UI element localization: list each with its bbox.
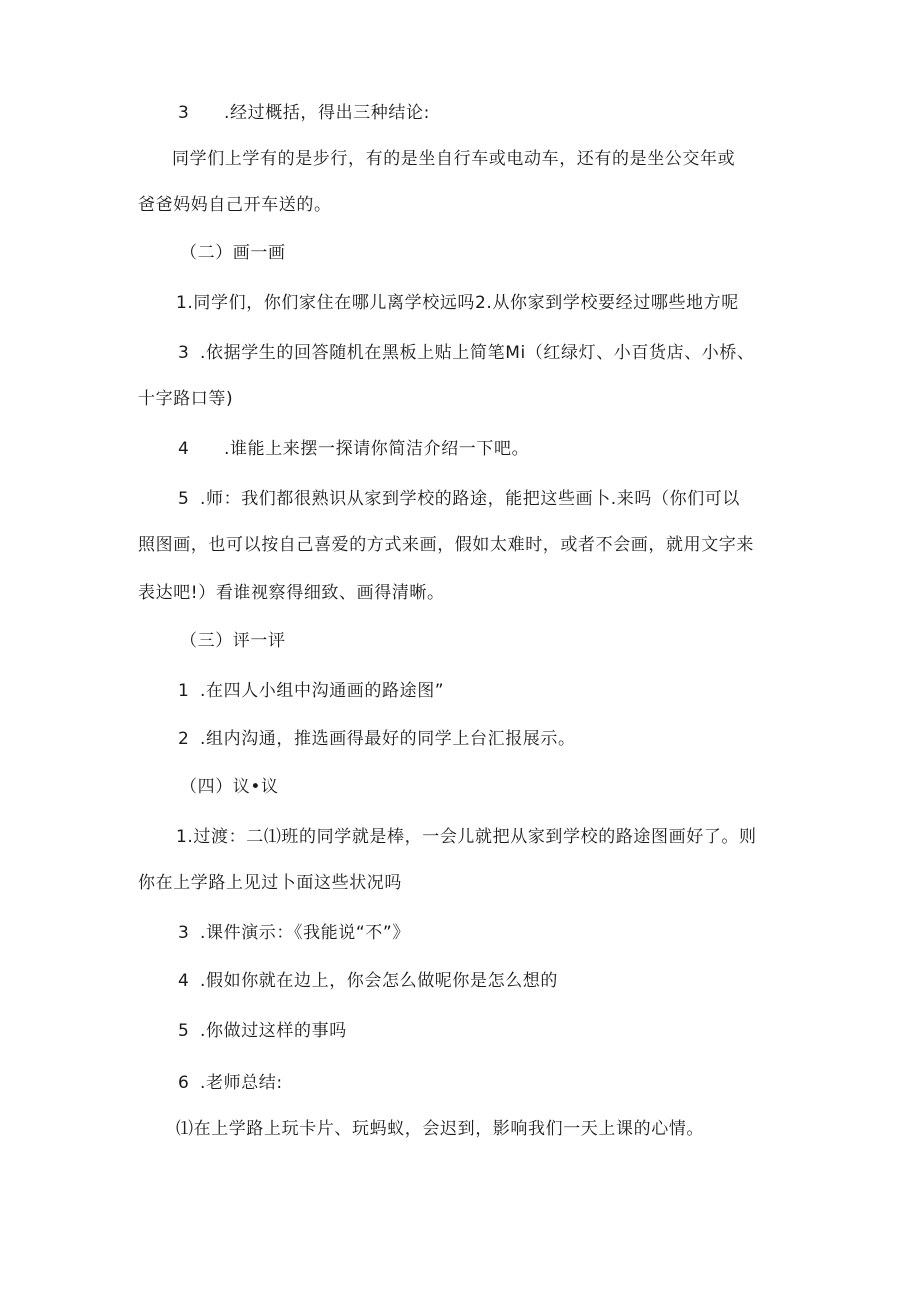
point-2-present [178,727,576,751]
item-number: 5 [178,489,190,509]
item-number: 6 [178,1073,190,1093]
paragraph-line: 你在上学路上见过卜面这些状况吗 [138,873,402,893]
point-1-group [178,679,444,703]
item-number: 5 [178,1021,190,1041]
section-heading-3: （三）评一评 [180,631,286,651]
item-number: 3 [178,923,190,943]
paragraph-line: 爸爸妈妈自己开车送的。 [138,195,332,215]
item-text: .你做过这样的事吗 [200,1021,347,1041]
paragraph-line: 照图画，也可以按自己喜爱的方式来画，假如太难时，或者不会画，就用文字来 [138,535,754,555]
item-number: 2 [178,729,190,749]
point-1-transition: 1.过渡：二⑴班的同学就是棒，一会儿就把从家到学校的路途图画好了。则 [176,827,757,847]
item-number: 3 [178,103,190,123]
paragraph-line: 十字路口等) [138,389,234,409]
section-heading-4: （四）议•议 [180,777,279,797]
item-text: .假如你就在边上，你会怎么做呢你是怎么想的 [200,971,559,991]
section-heading-2: （二）画一画 [180,243,286,263]
point-1-question: 1.同学们，你们家住在哪儿离学校远吗2.从你家到学校要经过哪些地方呢 [176,293,739,313]
paragraph-line: 表达吧!）看谁视察得细致、画得清晰。 [138,583,445,603]
item-text: .经过概括，得出三种结论: [224,103,430,123]
paragraph-line: 同学们上学有的是步行，有的是坐自行车或电动车，还有的是坐公交年或 [172,149,736,169]
item-text: .课件演示：《我能说“不”》 [200,923,410,943]
item-text: .在四人小组中沟通画的路途图” [200,681,445,701]
point-4-what-would-you-do [178,969,558,993]
item-text: .依据学生的回答随机在黑板上贴上简笔Mi（红绿灯、小百货店、小桥、 [200,343,755,363]
point-3-courseware [178,921,410,945]
summary-point-1: ⑴在上学路上玩卡片、玩蚂蚁，会迟到，影响我们一天上课的心情。 [176,1119,704,1139]
point-5-have-you-done [178,1019,347,1043]
item-number: 3 [178,343,190,363]
item-text: .师：我们都很熟识从家到学校的路途，能把这些画卜.来吗（你们可以 [200,489,741,509]
item-text: .组内沟通，推选画得最好的同学上台汇报展示。 [200,729,576,749]
item-number: 1 [178,681,190,701]
item-number: 4 [178,971,190,991]
point-4-introduce [178,437,529,461]
point-3-blackboard [178,341,755,365]
item-number: 4 [178,439,190,459]
point-6-summary [178,1071,283,1095]
point-3-conclusion [178,101,430,125]
item-text: .老师总结: [200,1073,283,1093]
point-5-teacher [178,487,740,511]
item-text: .谁能上来摆一探请你简洁介绍一下吧。 [224,439,530,459]
